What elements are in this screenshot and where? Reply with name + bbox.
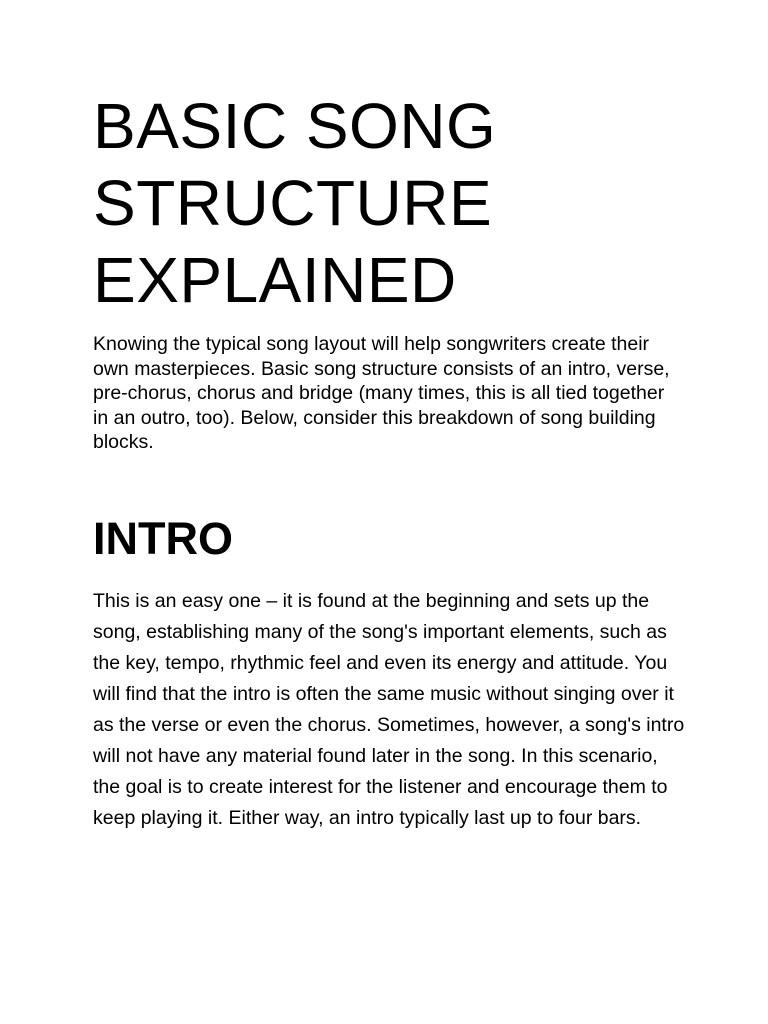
section-body-intro: This is an easy one – it is found at the beginning and sets up the song, establishing many of the song's important elements, such as the key, tempo, rhythmic feel and even its energy and attitude. You will find that the intro is often the same music without singing over it as the verse or even the chorus. Sometimes, however, a song's intro will not have any material found later in the song. In this scenario, the goal is to create interest for the listener and encourage them to keep playing it. Either way, an intro typically last up to four bars. bbox=[93, 590, 685, 829]
page-title: BASIC SONG STRUCTURE EXPLAINED bbox=[93, 90, 497, 316]
section-heading-intro: INTRO bbox=[93, 513, 233, 564]
intro-paragraph: Knowing the typical song layout will help songwriters create their own masterpieces. Basic song structure consists of an intro, verse, pre-chorus, chorus and bridge (many times, this is all tied together in an outro, too). Below, consider this breakdown of song building blocks. bbox=[93, 333, 670, 454]
